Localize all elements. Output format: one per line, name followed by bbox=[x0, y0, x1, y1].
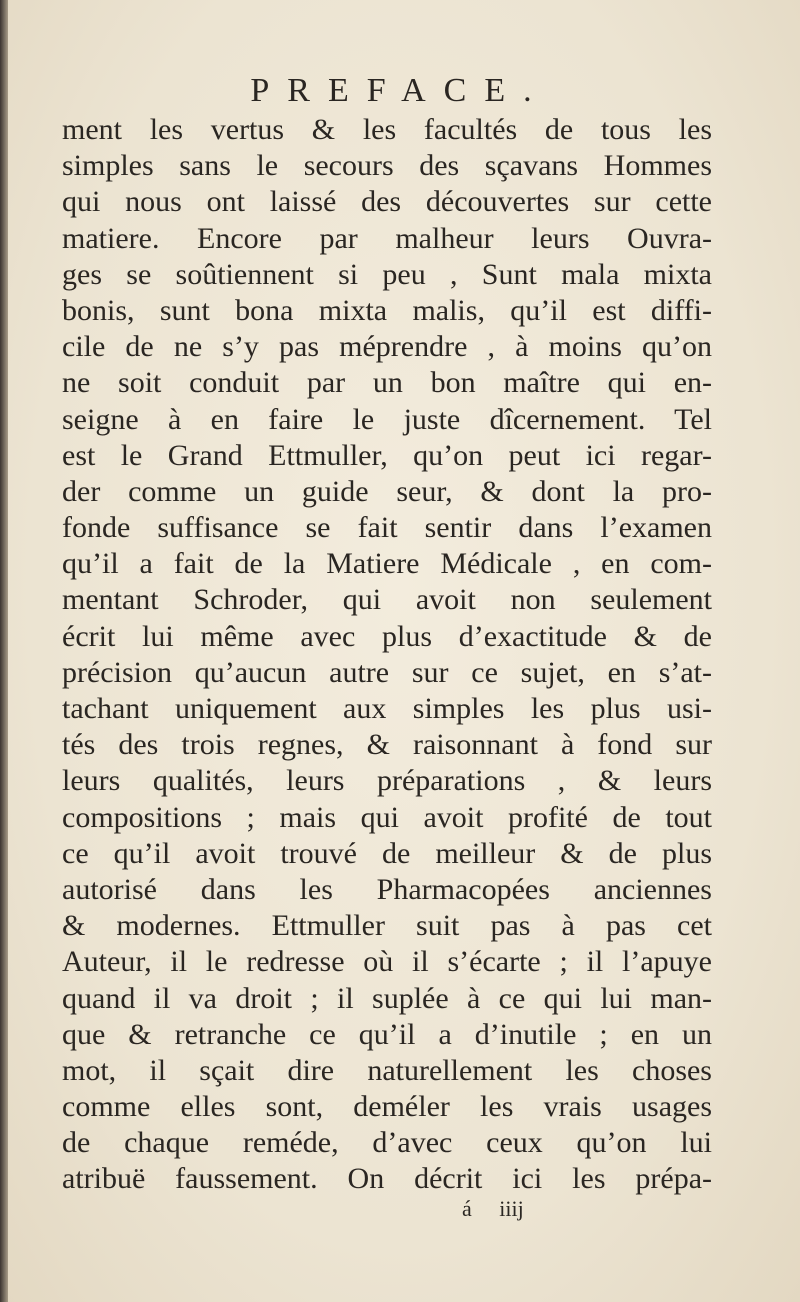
text-line: ce qu’il avoit trouvé de meilleur & de plus bbox=[62, 836, 712, 870]
text-line: Auteur, il le redresse où il s’écarte ; il l’apuye bbox=[62, 945, 712, 979]
signature-mark: á bbox=[462, 1196, 472, 1221]
binding-gutter bbox=[0, 0, 8, 1302]
text-line: que & retranche ce qu’il a d’inutile ; en un bbox=[62, 1017, 712, 1051]
text-line: atribuë faussement. On décrit ici les prépa- bbox=[62, 1162, 712, 1196]
text-line: précision qu’aucun autre sur ce sujet, en s’at- bbox=[62, 655, 712, 689]
text-line: écrit lui même avec plus d’exactitude & de bbox=[62, 619, 712, 653]
text-line: fonde suffisance se fait sentir dans l’examen bbox=[62, 511, 712, 545]
text-line: & modernes. Ettmuller suit pas à pas cet bbox=[62, 909, 712, 943]
text-line: comme elles sont, deméler les vrais usages bbox=[62, 1090, 712, 1124]
text-line: der comme un guide seur, & dont la pro- bbox=[62, 474, 712, 508]
text-line: quand il va droit ; il suplée à ce qui lui man- bbox=[62, 981, 712, 1015]
text-line: qu’il a fait de la Matiere Médicale , en com- bbox=[62, 547, 712, 581]
text-line: bonis, sunt bona mixta malis, qu’il est diffi- bbox=[62, 293, 712, 327]
text-line: mentant Schroder, qui avoit non seulement bbox=[62, 583, 712, 617]
text-line: ges se soûtiennent si peu , Sunt mala mixta bbox=[62, 257, 712, 291]
page-header: PREFACE. bbox=[250, 72, 550, 109]
page-footer bbox=[462, 1196, 546, 1222]
body-text bbox=[62, 112, 712, 1198]
text-line: tés des trois regnes, & raisonnant à fond sur bbox=[62, 728, 712, 762]
text-line: qui nous ont laissé des découvertes sur cette bbox=[62, 185, 712, 219]
text-line: tachant uniquement aux simples les plus usi- bbox=[62, 692, 712, 725]
folio-number: iiij bbox=[499, 1196, 524, 1221]
text-line: simples sans le secours des sçavans Hommes bbox=[62, 149, 712, 183]
text-line: de chaque reméde, d’avec ceux qu’on lui bbox=[62, 1126, 712, 1160]
text-line: compositions ; mais qui avoit profité de tout bbox=[62, 800, 712, 834]
text-line: autorisé dans les Pharmacopées anciennes bbox=[62, 872, 712, 906]
text-line: seigne à en faire le juste dîcernement. Tel bbox=[62, 402, 712, 436]
text-line: leurs qualités, leurs préparations , & leurs bbox=[62, 764, 712, 798]
text-line: est le Grand Ettmuller, qu’on peut ici regar- bbox=[62, 438, 712, 472]
text-line: ne soit conduit par un bon maître qui en- bbox=[62, 366, 712, 400]
text-line: matiere. Encore par malheur leurs Ouvra- bbox=[62, 221, 712, 255]
text-line: cile de ne s’y pas méprendre , à moins qu’on bbox=[62, 330, 712, 364]
text-line: ment les vertus & les facultés de tous les bbox=[62, 113, 712, 146]
text-line: mot, il sçait dire naturellement les choses bbox=[62, 1053, 712, 1087]
